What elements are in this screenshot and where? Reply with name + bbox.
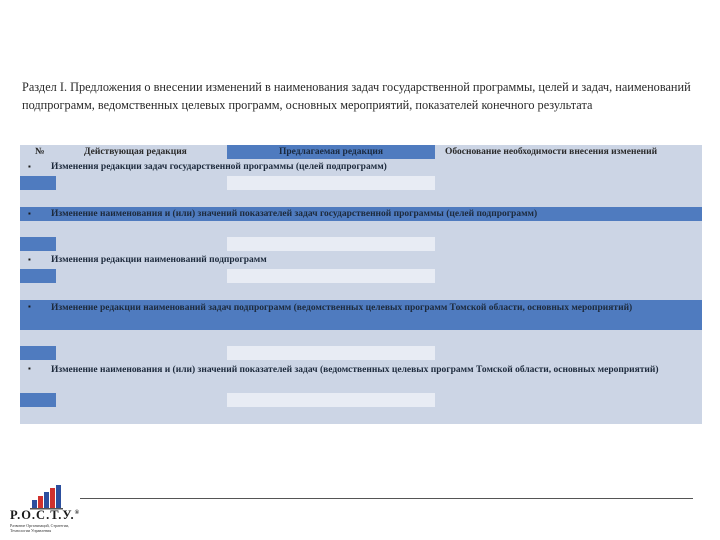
- section-title: Изменение наименования и (или) значений показателей задач (ведомственных целевых программ Томской области, основных мероприятий): [51, 365, 659, 375]
- bullet-icon: ▪: [28, 255, 31, 264]
- logo-bars-icon: [8, 484, 82, 510]
- bullet-icon: ▪: [28, 364, 31, 373]
- logo-title: Р.О.С.Т.У.®: [10, 508, 81, 522]
- header-justification: Обоснование необходимости внесения изменений: [445, 147, 658, 157]
- section-title: Изменения редакции задач государственной программы (целей подпрограмм): [51, 162, 387, 172]
- footer-divider: [80, 498, 693, 499]
- section-title: Изменение редакции наименований задач подпрограмм (ведомственных целевых программ Томской области, основных мероприятий): [51, 303, 633, 313]
- empty-proposed-cell: [227, 269, 435, 283]
- empty-number-cell: [20, 393, 56, 407]
- section-row: [20, 300, 702, 330]
- bullet-icon: ▪: [28, 209, 31, 218]
- rostu-logo: [8, 484, 82, 536]
- header-number: №: [35, 147, 45, 157]
- empty-number-cell: [20, 237, 56, 251]
- empty-number-cell: [20, 346, 56, 360]
- empty-proposed-cell: [227, 237, 435, 251]
- section-row: [20, 207, 702, 221]
- empty-number-cell: [20, 269, 56, 283]
- section-row: [20, 253, 702, 267]
- bullet-icon: ▪: [28, 162, 31, 171]
- section-title: Изменение наименования и (или) значений показателей задач государственной программы (целей подпрограмм): [51, 209, 538, 219]
- empty-proposed-cell: [227, 176, 435, 190]
- section-row: [20, 362, 702, 392]
- section-title: Изменения редакции наименований подпрограмм: [51, 255, 267, 265]
- section-heading: Раздел I. Предложения о внесении изменений в наименования задач государственной программы, целей и задач, наименований подпрограмм, ведомственных целевых программ, основных мероприятий, показателей конечного результата: [22, 80, 691, 112]
- empty-number-cell: [20, 176, 56, 190]
- logo-subtitle: Развитие Организаций, Стратегии, Технологии Управления: [10, 523, 70, 533]
- header-current-edition: Действующая редакция: [84, 147, 187, 157]
- empty-proposed-cell: [227, 393, 435, 407]
- section-row: [20, 160, 702, 174]
- header-proposed-edition: Предлагаемая редакция: [227, 145, 435, 159]
- proposals-table: [20, 145, 702, 424]
- bullet-icon: ▪: [28, 302, 31, 311]
- empty-proposed-cell: [227, 346, 435, 360]
